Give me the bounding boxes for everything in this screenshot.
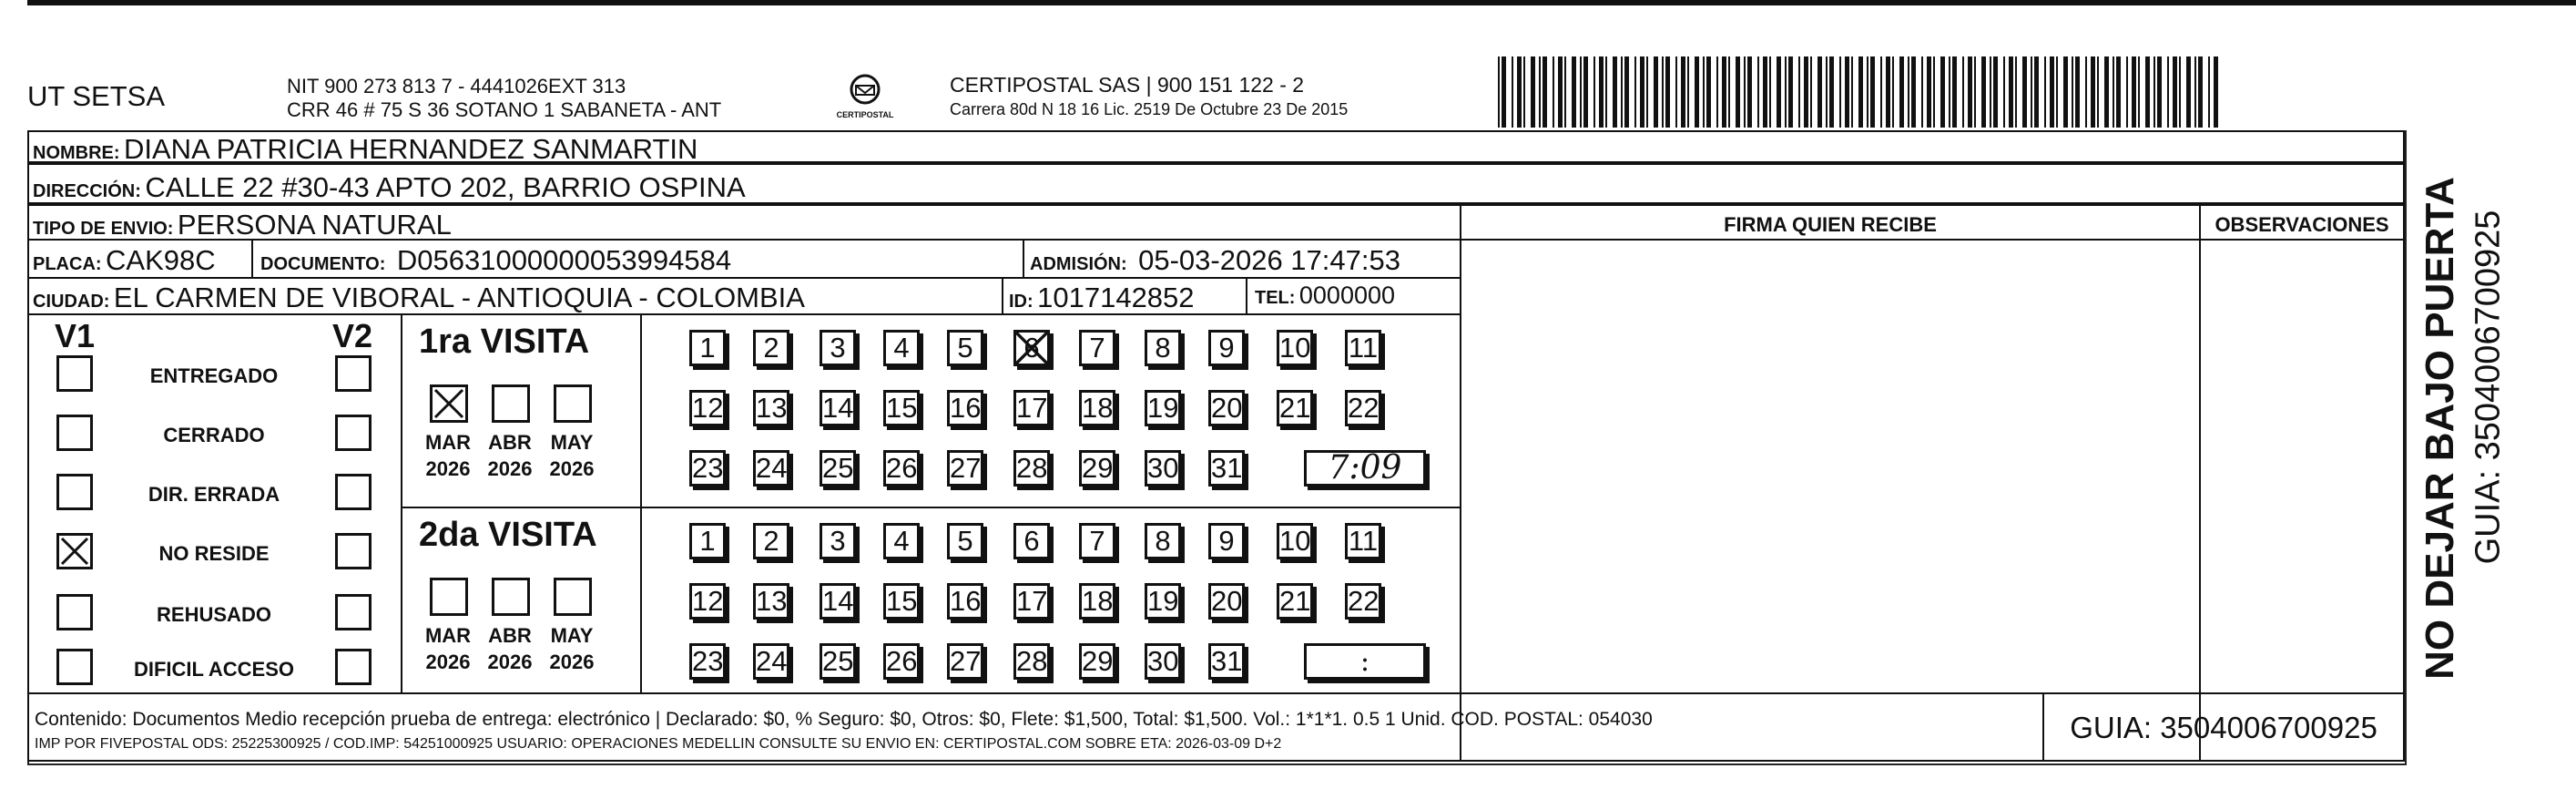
day-box[interactable]: 19 <box>1145 583 1181 620</box>
day-box[interactable]: 5 <box>947 330 983 366</box>
v1-checkbox[interactable] <box>56 533 93 569</box>
v2-checkbox[interactable] <box>335 355 372 392</box>
ciudad-value: EL CARMEN DE VIBORAL - ANTIOQUIA - COLOMBIA <box>113 282 805 313</box>
day-box[interactable]: 10 <box>1277 523 1313 559</box>
day-box[interactable]: 18 <box>1079 390 1115 426</box>
day-box[interactable]: 28 <box>1013 450 1050 487</box>
barcode-bar <box>2214 56 2218 128</box>
barcode-bar <box>1757 56 1759 128</box>
day-box[interactable]: 22 <box>1345 583 1381 620</box>
barcode-bar <box>2104 56 2109 128</box>
barcode-bar <box>1543 56 1547 128</box>
v1-header: V1 <box>55 317 96 354</box>
observaciones-column <box>2199 204 2405 762</box>
day-box[interactable]: 9 <box>1208 330 1245 366</box>
month-name: ABR <box>488 624 532 647</box>
barcode-bar <box>1810 56 1812 128</box>
barcode-bar <box>1675 56 1677 128</box>
status-label: DIFICIL ACCESO <box>133 658 294 681</box>
id-value: 1017142852 <box>1037 282 1195 313</box>
month-label <box>421 430 475 482</box>
month-checkbox[interactable] <box>554 578 592 616</box>
barcode-bar <box>2044 56 2046 128</box>
footer-guia: GUIA: 3504006700925 <box>2070 711 2377 744</box>
nombre-field <box>33 133 697 166</box>
barcode-bar <box>1962 56 1964 128</box>
barcode-bar <box>1949 56 1950 128</box>
barcode-bar <box>2009 56 2013 128</box>
day-box[interactable]: 15 <box>883 390 920 426</box>
barcode-bar <box>2153 56 2155 128</box>
direccion-field <box>33 171 746 204</box>
day-box[interactable]: 31 <box>1208 450 1245 487</box>
day-box[interactable]: 23 <box>689 643 726 680</box>
footer-imp: IMP POR FIVEPOSTAL ODS: 25225300925 / COD.IMP: 54251000925 USUARIO: OPERACIONES MEDELLIN CONSULTE SU ENVIO EN: CERTIPOSTAL.COM SOBRE ETA: 2026-03-09 D+2 <box>35 736 1282 752</box>
day-box[interactable]: 14 <box>820 583 856 620</box>
month-label <box>545 430 599 482</box>
barcode-bar <box>1681 56 1685 128</box>
day-box[interactable]: 25 <box>820 450 856 487</box>
v1-checkbox[interactable] <box>56 474 93 510</box>
month-label <box>545 623 599 675</box>
placa-value: CAK98C <box>106 244 216 276</box>
admision-label: ADMISIÓN: <box>1030 254 1127 274</box>
barcode-bar <box>2116 56 2121 128</box>
barcode-bar <box>1498 56 1500 128</box>
barcode-bar <box>2085 56 2087 128</box>
day-box[interactable]: 16 <box>947 583 983 620</box>
barcode <box>1498 56 2226 129</box>
month-checkbox[interactable] <box>430 578 468 616</box>
day-box[interactable]: 25 <box>820 643 856 680</box>
day-box[interactable]: 29 <box>1079 450 1115 487</box>
barcode-bar <box>1662 56 1664 128</box>
barcode-bar <box>1736 56 1740 128</box>
day-box[interactable]: 2 <box>753 523 789 559</box>
barcode-bar <box>1722 56 1726 128</box>
barcode-bar <box>2003 56 2005 128</box>
documento-field <box>260 244 731 277</box>
envelope-seal-icon <box>845 73 885 106</box>
barcode-bar <box>1605 56 1607 128</box>
barcode-bar <box>1599 56 1604 128</box>
firma-header: FIRMA QUIEN RECIBE <box>1724 213 1937 236</box>
barcode-bar <box>1769 56 1771 128</box>
barcode-bar <box>1839 56 1841 128</box>
barcode-bar <box>2198 56 2203 128</box>
status-label: ENTREGADO <box>149 364 279 387</box>
barcode-bar <box>2091 56 2095 128</box>
day-box[interactable]: 29 <box>1079 643 1115 680</box>
day-box[interactable]: 13 <box>753 583 789 620</box>
barcode-bar <box>1892 56 1894 128</box>
day-box[interactable]: 7 <box>1079 330 1115 366</box>
barcode-bar <box>1763 56 1767 128</box>
month-checkbox[interactable] <box>492 578 530 616</box>
barcode-bar <box>1921 56 1923 128</box>
v2-checkbox[interactable] <box>335 474 372 510</box>
day-box[interactable]: 3 <box>820 330 856 366</box>
barcode-bar <box>2194 56 2196 128</box>
v1-checkbox[interactable] <box>56 415 93 451</box>
v2-header: V2 <box>332 317 373 354</box>
documento-label: DOCUMENTO: <box>260 254 386 274</box>
nit-line-2: CRR 46 # 75 S 36 SOTANO 1 SABANETA - ANT <box>287 98 722 121</box>
company-name: UT SETSA <box>27 80 166 112</box>
day-box[interactable]: 6 <box>1013 523 1050 559</box>
day-box[interactable]: 26 <box>883 643 920 680</box>
certipostal-logo <box>824 73 906 120</box>
nombre-label: NOMBRE: <box>33 143 120 163</box>
barcode-bar <box>1785 56 1787 128</box>
day-box[interactable]: 21 <box>1277 583 1313 620</box>
day-box[interactable]: 26 <box>883 450 920 487</box>
day-box[interactable]: 20 <box>1208 390 1245 426</box>
month-name: MAY <box>550 624 594 647</box>
nit-line-1: NIT 900 273 813 7 - 4441026EXT 313 <box>287 75 626 97</box>
logo-text: CERTIPOSTAL <box>836 110 894 119</box>
v2-checkbox[interactable] <box>335 649 372 685</box>
day-box[interactable]: 2 <box>753 330 789 366</box>
day-box[interactable]: 22 <box>1345 390 1381 426</box>
v1-checkbox[interactable] <box>56 594 93 630</box>
barcode-bar <box>1695 56 1699 128</box>
barcode-bar <box>1613 56 1617 128</box>
v1-checkbox[interactable] <box>56 355 93 392</box>
barcode-bar <box>1539 56 1541 128</box>
barcode-bar <box>1621 56 1623 128</box>
month-name: MAR <box>424 431 472 454</box>
tel-field <box>1255 282 1395 310</box>
barcode-bar <box>1553 56 1554 128</box>
barcode-bar <box>2050 56 2054 128</box>
ciudad-field <box>33 282 805 314</box>
side-guia: GUIA: 3504006700925 <box>2469 210 2508 565</box>
day-box[interactable]: 4 <box>883 330 920 366</box>
ciudad-label: CIUDAD: <box>33 292 110 312</box>
month-name: MAR <box>424 624 472 647</box>
day-box[interactable]: 28 <box>1013 643 1050 680</box>
barcode-bar <box>1911 56 1916 128</box>
barcode-bar <box>1968 56 1972 128</box>
barcode-bar <box>1572 56 1576 128</box>
top-edge-line <box>27 0 2576 5</box>
tel-label: TEL: <box>1255 288 1296 308</box>
barcode-bar <box>2034 56 2039 128</box>
day-box[interactable]: 1 <box>689 523 726 559</box>
month-year: 2026 <box>425 650 471 673</box>
barcode-bar <box>1870 56 1875 128</box>
barcode-bar <box>1502 56 1506 128</box>
status-label: REHUSADO <box>157 603 271 626</box>
barcode-bar <box>1687 56 1689 128</box>
barcode-bar <box>2022 56 2027 128</box>
day-box[interactable]: 19 <box>1145 390 1181 426</box>
barcode-bar <box>2075 56 2080 128</box>
barcode-bar <box>1634 56 1636 128</box>
month-year: 2026 <box>549 456 595 480</box>
month-label <box>483 430 537 482</box>
barcode-bar <box>1517 56 1522 128</box>
admision-field <box>1030 244 1400 277</box>
barcode-bar <box>1858 56 1863 128</box>
v2-checkbox[interactable] <box>335 594 372 630</box>
day-box[interactable]: 31 <box>1208 643 1245 680</box>
day-box[interactable]: 3 <box>820 523 856 559</box>
day-box[interactable]: 27 <box>947 643 983 680</box>
barcode-bar <box>1804 56 1808 128</box>
barcode-bar <box>2179 56 2181 128</box>
day-box[interactable]: 17 <box>1013 390 1050 426</box>
barcode-bar <box>1851 56 1853 128</box>
visit-title: 2da VISITA <box>419 516 597 554</box>
status-label: DIR. ERRADA <box>148 483 280 506</box>
day-box[interactable]: 4 <box>883 523 920 559</box>
id-field <box>1009 282 1195 314</box>
day-box[interactable]: 7 <box>1079 523 1115 559</box>
barcode-bar <box>1777 56 1781 128</box>
tel-value: 0000000 <box>1298 282 1396 309</box>
month-year: 2026 <box>487 650 533 673</box>
barcode-bar <box>2126 56 2128 128</box>
barcode-bar <box>2173 56 2177 128</box>
barcode-bar <box>2167 56 2169 128</box>
day-box[interactable]: 12 <box>689 583 726 620</box>
direccion-value: CALLE 22 #30-43 APTO 202, BARRIO OSPINA <box>145 171 746 203</box>
month-label <box>421 623 475 675</box>
day-box[interactable]: 11 <box>1345 523 1381 559</box>
side-warning: NO DEJAR BAJO PUERTA <box>2418 177 2462 680</box>
month-label <box>483 623 537 675</box>
x-mark-icon <box>433 387 465 420</box>
v2-checkbox[interactable] <box>335 415 372 451</box>
barcode-bar <box>1583 56 1588 128</box>
month-name: ABR <box>488 431 532 454</box>
month-year: 2026 <box>549 650 595 673</box>
time-box[interactable]: 7:09 <box>1304 450 1426 487</box>
barcode-bar <box>1798 56 1800 128</box>
barcode-bar <box>1899 56 1904 128</box>
barcode-bar <box>1646 56 1648 128</box>
barcode-bar <box>1908 56 1909 128</box>
barcode-bar <box>1564 56 1566 128</box>
day-box[interactable]: 14 <box>820 390 856 426</box>
barcode-bar <box>2056 56 2058 128</box>
barcode-bar <box>1665 56 1670 128</box>
observaciones-header: OBSERVACIONES <box>2215 213 2389 236</box>
status-label: NO RESIDE <box>158 542 270 565</box>
barcode-bar <box>1523 56 1525 128</box>
barcode-bar <box>2097 56 2099 128</box>
tipo-field <box>33 209 452 241</box>
day-box[interactable]: 21 <box>1277 390 1313 426</box>
barcode-bar <box>2186 56 2191 128</box>
barcode-bar <box>1974 56 1976 128</box>
month-checkbox[interactable] <box>430 384 468 423</box>
day-box[interactable]: 9 <box>1208 523 1245 559</box>
barcode-bar <box>1654 56 1658 128</box>
day-box[interactable]: 18 <box>1079 583 1115 620</box>
day-box[interactable]: 8 <box>1145 330 1181 366</box>
barcode-bar <box>1826 56 1828 128</box>
barcode-bar <box>1640 56 1644 128</box>
day-box[interactable]: 5 <box>947 523 983 559</box>
v1-checkbox[interactable] <box>56 649 93 685</box>
barcode-bar <box>1531 56 1535 128</box>
barcode-bar <box>1744 56 1746 128</box>
barcode-bar <box>1593 56 1595 128</box>
barcode-bar <box>1716 56 1718 128</box>
day-box[interactable]: 6 <box>1013 330 1050 366</box>
day-box[interactable]: 17 <box>1013 583 1050 620</box>
barcode-bar <box>1927 56 1931 128</box>
placa-label: PLACA: <box>33 254 102 274</box>
day-box[interactable]: 24 <box>753 450 789 487</box>
barcode-bar <box>1933 56 1935 128</box>
barcode-bar <box>2113 56 2114 128</box>
firma-column <box>1460 204 2201 762</box>
barcode-bar <box>1990 56 1991 128</box>
visit-title: 1ra VISITA <box>419 323 590 361</box>
month-name: MAY <box>550 431 594 454</box>
barcode-bar <box>1512 56 1513 128</box>
barcode-bar <box>2072 56 2073 128</box>
barcode-bar <box>2138 56 2140 128</box>
barcode-bar <box>2145 56 2150 128</box>
day-box[interactable]: 24 <box>753 643 789 680</box>
barcode-bar <box>1817 56 1822 128</box>
barcode-bar <box>1940 56 1945 128</box>
nombre-value: DIANA PATRICIA HERNANDEZ SANMARTIN <box>124 133 698 165</box>
barcode-bar <box>1624 56 1629 128</box>
day-box[interactable]: 30 <box>1145 643 1181 680</box>
x-mark-icon <box>59 536 90 567</box>
barcode-bar <box>1703 56 1705 128</box>
placa-field <box>33 244 216 277</box>
tipo-value: PERSONA NATURAL <box>177 209 452 241</box>
day-box[interactable]: 27 <box>947 450 983 487</box>
direccion-label: DIRECCIÓN: <box>33 181 141 201</box>
barcode-bar <box>1580 56 1582 128</box>
barcode-bar <box>2031 56 2032 128</box>
day-box[interactable]: 10 <box>1277 330 1313 366</box>
barcode-bar <box>2157 56 2162 128</box>
barcode-bar <box>1981 56 1986 128</box>
barcode-bar <box>1728 56 1730 128</box>
carrier-line-2: Carrera 80d N 18 16 Lic. 2519 De Octubre 23 De 2015 <box>950 100 1349 118</box>
day-box[interactable]: 15 <box>883 583 920 620</box>
barcode-bar <box>1788 56 1793 128</box>
barcode-bar <box>2132 56 2136 128</box>
day-box[interactable]: 11 <box>1345 330 1381 366</box>
day-box[interactable]: 8 <box>1145 523 1181 559</box>
barcode-bar <box>1952 56 1957 128</box>
barcode-bar <box>1706 56 1711 128</box>
carrier-line-1: CERTIPOSTAL SAS | 900 151 122 - 2 <box>950 73 1305 97</box>
day-box[interactable]: 1 <box>689 330 726 366</box>
barcode-bar <box>1558 56 1563 128</box>
footer-contenido: Contenido: Documentos Medio recepción prueba de entrega: electrónico | Declarado: $0, % Seguro: $0, Otros: $0, Flete: $1,500, Total: $1,500. Vol.: 1*1*1. 0.5 1 Unid. COD. POSTAL: 054030 <box>35 709 1653 730</box>
barcode-bar <box>2063 56 2068 128</box>
barcode-bar <box>1867 56 1868 128</box>
tipo-label: TIPO DE ENVIO: <box>33 219 174 239</box>
month-checkbox[interactable] <box>492 384 530 423</box>
month-year: 2026 <box>425 456 471 480</box>
documento-value: D05631000000053994584 <box>396 244 732 276</box>
barcode-bar <box>1747 56 1752 128</box>
status-label: CERRADO <box>163 424 265 446</box>
day-box[interactable]: 20 <box>1208 583 1245 620</box>
day-box[interactable]: 13 <box>753 390 789 426</box>
day-box[interactable]: 16 <box>947 390 983 426</box>
admision-value: 05-03-2026 17:47:53 <box>1138 244 1400 276</box>
day-box[interactable]: 12 <box>689 390 726 426</box>
barcode-bar <box>1886 56 1890 128</box>
barcode-bar <box>1829 56 1834 128</box>
day-box[interactable]: 30 <box>1145 450 1181 487</box>
barcode-bar <box>2208 56 2210 128</box>
barcode-bar <box>2015 56 2017 128</box>
month-checkbox[interactable] <box>554 384 592 423</box>
time-box[interactable]: : <box>1304 643 1426 680</box>
barcode-bar <box>1845 56 1849 128</box>
day-box[interactable]: 23 <box>689 450 726 487</box>
id-label: ID: <box>1009 292 1033 312</box>
v2-checkbox[interactable] <box>335 533 372 569</box>
barcode-bar <box>1880 56 1882 128</box>
month-year: 2026 <box>487 456 533 480</box>
barcode-bar <box>1993 56 1998 128</box>
